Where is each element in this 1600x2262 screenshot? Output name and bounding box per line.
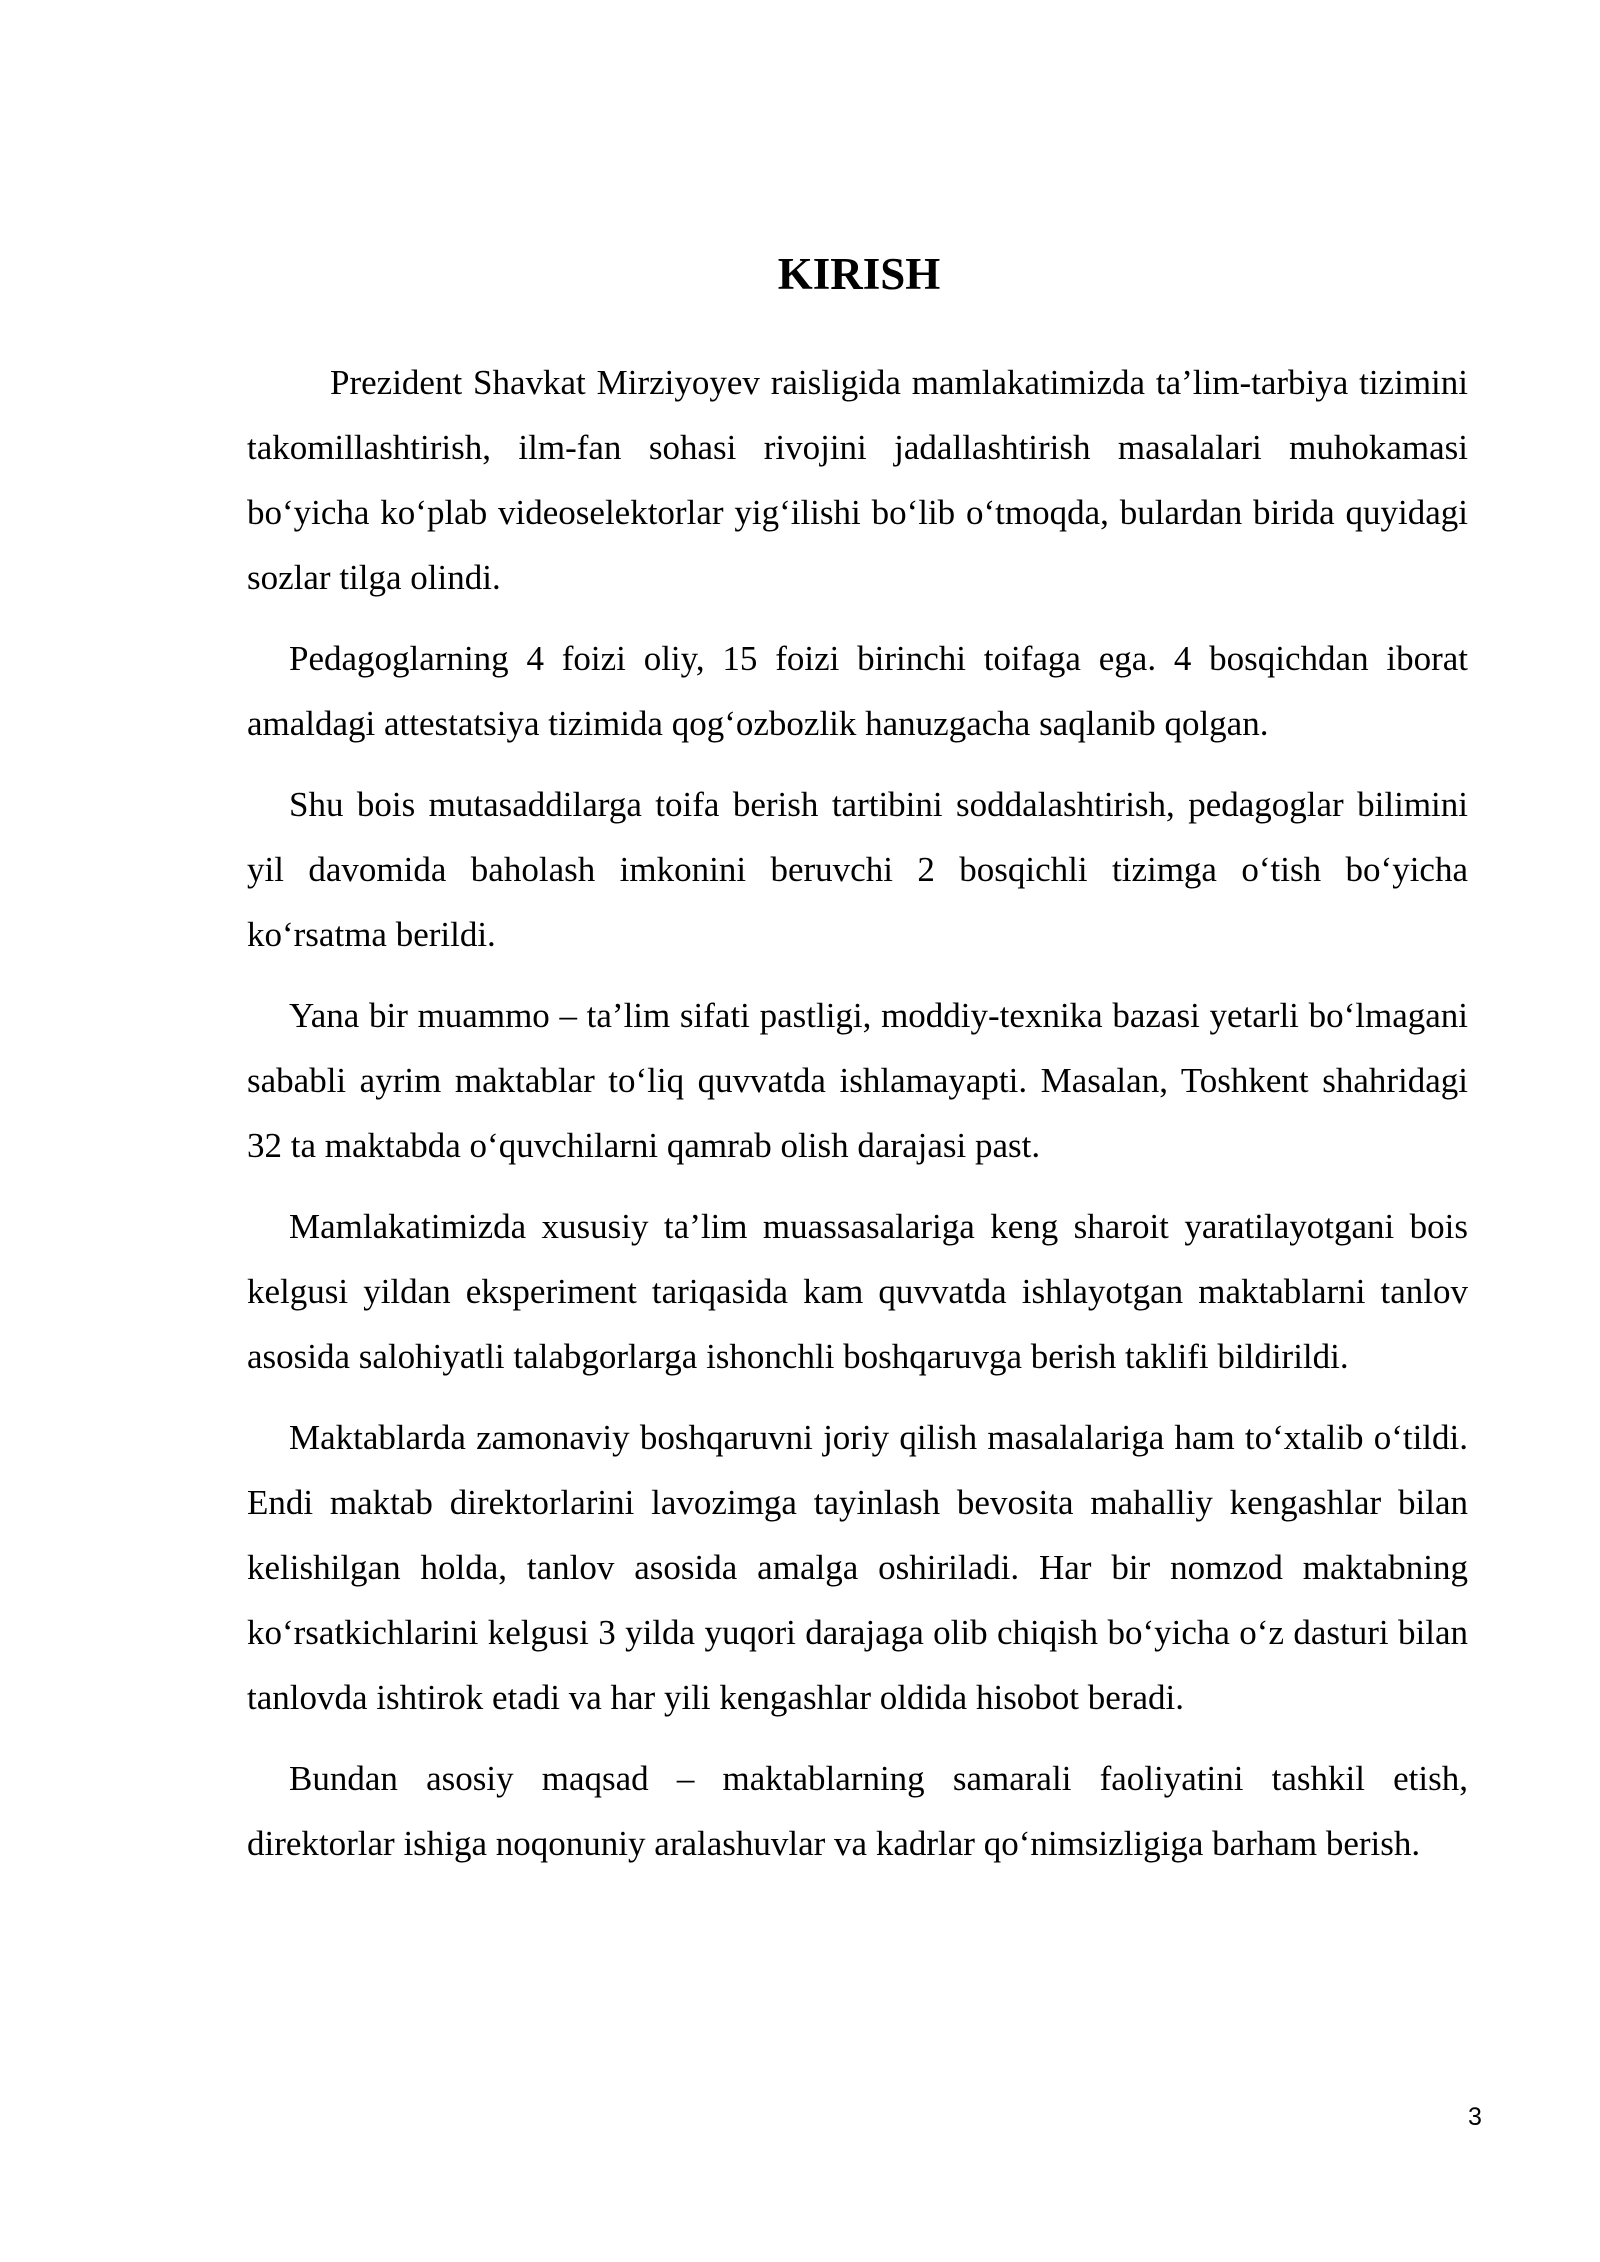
paragraph-4: Yana bir muammo – ta’lim sifati pastligi, moddiy-texnika bazasi yetarli bo‘lmagani sababli ayrim maktablar to‘liq quvvatda ishlamayapti. Masalan, Toshkent shahridagi 32 ta maktabda o‘quvchilarni qamrab olish darajasi past.	[247, 996, 1468, 1165]
paragraph-5: Mamlakatimizda xususiy ta’lim muassasalariga keng sharoit yaratilayotgani bois kelgusi yildan eksperiment tariqasida kam quvvatda ishlayotgan maktablarni tanlov asosida salohiyatli talabgorlarga ishonchli boshqaruvga berish taklifi bildirildi.	[247, 1207, 1468, 1376]
paragraph-6: Maktablarda zamonaviy boshqaruvni joriy qilish masalalariga ham to‘xtalib o‘tildi. Endi maktab direktorlarini lavozimga tayinlash bevosita mahalliy kengashlar bilan kelishilgan holda, tanlov asosida amalga oshiriladi. Har bir nomzod maktabning ko‘rsatkichlarini kelgusi 3 yilda yuqori darajaga olib chiqish bo‘yicha o‘z dasturi bilan tanlovda ishtirok etadi va har yili kengashlar oldida hisobot beradi.	[247, 1418, 1468, 1717]
paragraph-1: Prezident Shavkat Mirziyoyev raisligida mamlakatimizda ta’lim-tarbiya tizimini takomillashtirish, ilm-fan sohasi rivojini jadallashtirish masalalari muhokamasi bo‘yicha ko‘plab videoselektorlar yig‘ilishi bo‘lib o‘tmoqda, bulardan birida quyidagi sozlar tilga olindi.	[247, 363, 1468, 597]
page-number: 3	[1468, 2103, 1482, 2131]
paragraph-3: Shu bois mutasaddilarga toifa berish tartibini soddalashtirish, pedagoglar bilimini yil davomida baholash imkonini beruvchi 2 bosqichli tizimga o‘tish bo‘yicha ko‘rsatma berildi.	[247, 785, 1468, 954]
paragraph-2: Pedagoglarning 4 foizi oliy, 15 foizi birinchi toifaga ega. 4 bosqichdan iborat amaldagi attestatsiya tizimida qog‘ozbozlik hanuzgacha saqlanib qolgan.	[247, 639, 1468, 743]
page-title: KIRISH	[777, 249, 941, 299]
body-text	[247, 350, 1468, 1892]
paragraph-7: Bundan asosiy maqsad – maktablarning samarali faoliyatini tashkil etish, direktorlar ishiga noqonuniy aralashuvlar va kadrlar qo‘nimsizligiga barham berish.	[247, 1759, 1468, 1863]
